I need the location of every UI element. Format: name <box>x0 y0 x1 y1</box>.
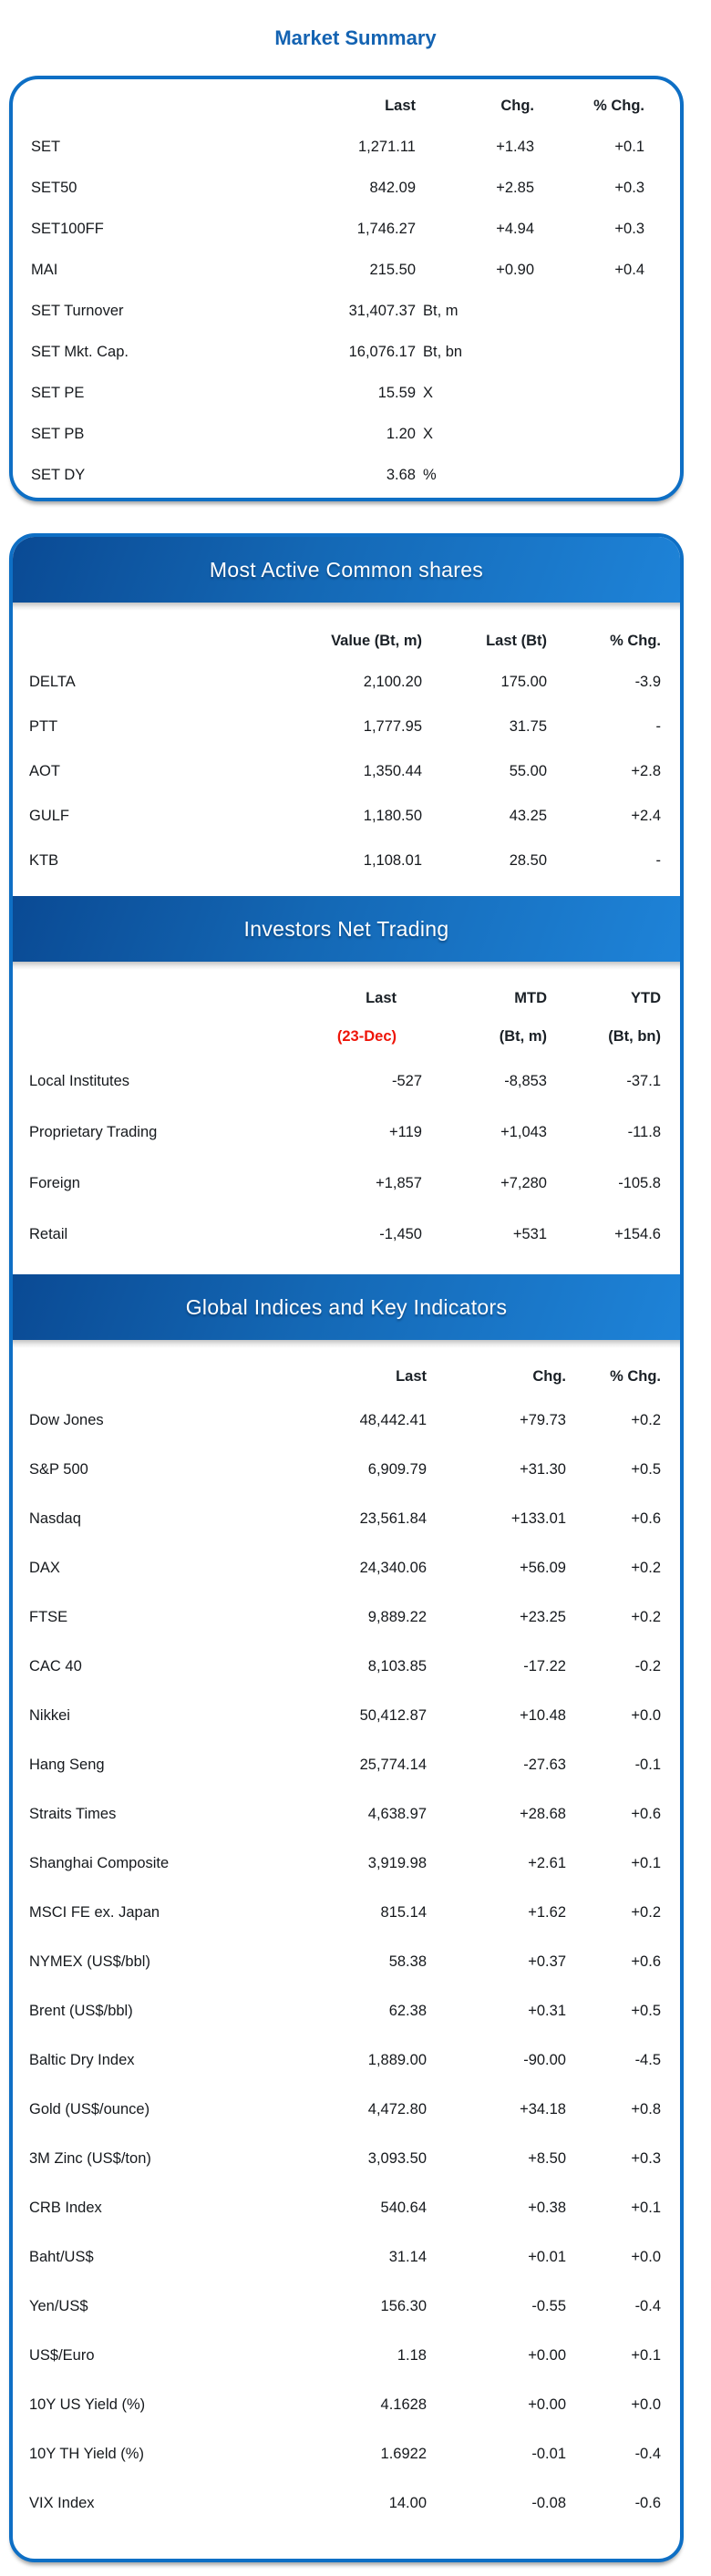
row-value: 215.50 <box>369 262 416 278</box>
row-value: +0.2 <box>631 1608 661 1625</box>
row-unit: Bt, m <box>423 303 459 319</box>
row-value: -0.4 <box>634 2445 661 2462</box>
row-value: +0.2 <box>631 1559 661 1576</box>
global-index-row <box>13 2035 680 2085</box>
global-index-row <box>13 1937 680 1986</box>
row-value: -0.2 <box>634 1657 661 1674</box>
row-value: 8,103.85 <box>367 1657 427 1674</box>
row-value: +0.00 <box>528 2396 566 2413</box>
global-index-row <box>13 2380 680 2429</box>
set-summary-row <box>13 373 680 414</box>
row-value: +0.1 <box>631 2346 661 2364</box>
row-value: -0.1 <box>634 1756 661 1773</box>
row-label: US$/Euro <box>29 2346 95 2364</box>
row-value: 14.00 <box>388 2494 427 2511</box>
row-label: Brent (US$/bbl) <box>29 2002 133 2019</box>
row-value: 4,638.97 <box>367 1805 427 1822</box>
row-value: 1.6922 <box>380 2445 427 2462</box>
row-value: -0.01 <box>531 2445 566 2462</box>
investors-section <box>13 970 680 1274</box>
row-value: +0.0 <box>631 2248 661 2265</box>
row-value: +0.6 <box>631 1510 661 1527</box>
row-label: Nasdaq <box>29 1510 81 1527</box>
row-value: 1,108.01 <box>363 852 422 869</box>
global-index-row <box>13 1494 680 1543</box>
section-title: Most Active Common shares <box>209 557 484 582</box>
row-value: +0.5 <box>631 1460 661 1478</box>
row-value: +79.73 <box>520 1411 566 1428</box>
column-subheader-ytd-unit: (Bt, bn) <box>608 1027 661 1045</box>
set-summary-card <box>9 76 684 501</box>
column-header-last: Last <box>366 989 397 1006</box>
row-value: +7,280 <box>500 1174 547 1191</box>
row-value: -11.8 <box>627 1123 661 1140</box>
row-value: 1,180.50 <box>363 808 422 824</box>
global-index-row <box>13 1986 680 2035</box>
row-unit: X <box>423 385 434 401</box>
row-label: SET DY <box>31 467 86 483</box>
row-value: 1,889.00 <box>367 2051 427 2068</box>
set-summary-table <box>13 127 680 496</box>
row-value: 16,076.17 <box>348 344 416 360</box>
row-value: +34.18 <box>520 2100 566 2117</box>
row-value: +133.01 <box>510 1510 566 1527</box>
row-value: +0.1 <box>614 139 644 155</box>
global-index-row <box>13 2085 680 2134</box>
row-value: 58.38 <box>388 1953 427 1970</box>
row-value: +0.6 <box>631 1805 661 1822</box>
section-header-global-indices <box>13 1274 680 1340</box>
global-index-row <box>13 1789 680 1839</box>
most-active-section <box>13 611 680 896</box>
investors-subheader-row <box>13 1017 680 1056</box>
row-value: 1,777.95 <box>363 718 422 735</box>
row-value: 6,909.79 <box>367 1460 427 1478</box>
row-label: SET PE <box>31 385 85 401</box>
global-index-row <box>13 1396 680 1445</box>
investors-row <box>13 1209 680 1260</box>
column-header-value: Value (Bt, m) <box>331 632 422 649</box>
row-value: +56.09 <box>520 1559 566 1576</box>
row-value: -0.6 <box>634 2494 661 2511</box>
row-label: SET Turnover <box>31 303 124 319</box>
row-label: GULF <box>29 808 70 824</box>
row-label: FTSE <box>29 1608 68 1625</box>
row-value: +23.25 <box>520 1608 566 1625</box>
row-label: Baltic Dry Index <box>29 2051 135 2068</box>
row-value: +0.2 <box>631 1903 661 1921</box>
row-value: +0.3 <box>614 221 644 237</box>
row-value: 31.75 <box>509 718 547 735</box>
row-label: S&P 500 <box>29 1460 88 1478</box>
row-value: 25,774.14 <box>359 1756 427 1773</box>
column-header-pct-chg: % Chg. <box>593 97 644 114</box>
row-label: SET PB <box>31 426 85 442</box>
row-label: Local Institutes <box>29 1072 130 1089</box>
global-indices-header-row <box>13 1357 680 1396</box>
row-value: -4.5 <box>634 2051 661 2068</box>
row-value: +0.3 <box>614 180 644 196</box>
row-unit: X <box>423 426 434 442</box>
set-summary-row <box>13 414 680 455</box>
set-summary-row <box>13 332 680 373</box>
row-value: -90.00 <box>523 2051 566 2068</box>
row-value: 815.14 <box>380 1903 427 1921</box>
row-value: - <box>655 852 661 869</box>
row-label: Foreign <box>29 1174 80 1191</box>
row-label: CRB Index <box>29 2199 102 2216</box>
row-label: MAI <box>31 262 58 278</box>
row-value: +0.37 <box>528 1953 566 1970</box>
row-label: SET <box>31 139 61 155</box>
row-value: -27.63 <box>523 1756 566 1773</box>
investors-header-row <box>13 979 680 1017</box>
row-label: 3M Zinc (US$/ton) <box>29 2149 151 2167</box>
row-label: DAX <box>29 1559 60 1576</box>
row-value: 48,442.41 <box>359 1411 427 1428</box>
row-value: 62.38 <box>388 2002 427 2019</box>
row-value: +0.0 <box>631 2396 661 2413</box>
row-value: -17.22 <box>523 1657 566 1674</box>
row-value: +1.43 <box>496 139 534 155</box>
row-label: MSCI FE ex. Japan <box>29 1903 160 1921</box>
row-value: -527 <box>391 1072 422 1089</box>
column-header-last: Last <box>396 1367 427 1385</box>
row-value: 175.00 <box>500 674 547 690</box>
investors-row <box>13 1107 680 1158</box>
row-label: Hang Seng <box>29 1756 105 1773</box>
row-value: 2,100.20 <box>363 674 422 690</box>
row-value: +0.38 <box>528 2199 566 2216</box>
row-value: +31.30 <box>520 1460 566 1478</box>
column-header-mtd: MTD <box>514 989 547 1006</box>
row-value: -0.08 <box>531 2494 566 2511</box>
row-value: +0.1 <box>631 1854 661 1871</box>
row-label: Straits Times <box>29 1805 117 1822</box>
global-index-row <box>13 1445 680 1494</box>
row-value: 31,407.37 <box>348 303 416 319</box>
header-shadow <box>13 1340 680 1348</box>
row-label: Dow Jones <box>29 1411 104 1428</box>
global-index-row <box>13 1592 680 1642</box>
global-index-row <box>13 2232 680 2282</box>
global-index-row <box>13 1740 680 1789</box>
row-value: +0.5 <box>631 2002 661 2019</box>
row-value: 1.18 <box>397 2346 427 2364</box>
global-index-row <box>13 2282 680 2331</box>
column-header-chg: Chg. <box>500 97 534 114</box>
row-value: +2.8 <box>631 763 661 779</box>
row-value: 1,271.11 <box>357 139 416 155</box>
row-value: 24,340.06 <box>359 1559 427 1576</box>
header-shadow <box>13 603 680 611</box>
global-index-row <box>13 1642 680 1691</box>
row-label: Yen/US$ <box>29 2297 88 2314</box>
row-value: +0.6 <box>631 1953 661 1970</box>
set-summary-row <box>13 209 680 250</box>
market-detail-card <box>9 533 684 2562</box>
row-value: -1,450 <box>379 1225 422 1242</box>
global-index-row <box>13 1543 680 1592</box>
column-header-pct-chg: % Chg. <box>610 632 661 649</box>
row-value: +0.01 <box>528 2248 566 2265</box>
row-value: -0.4 <box>634 2297 661 2314</box>
row-value: +2.85 <box>496 180 534 196</box>
row-value: +8.50 <box>528 2149 566 2167</box>
section-header-most-active <box>13 537 680 603</box>
row-value: +0.8 <box>631 2100 661 2117</box>
row-unit: Bt, bn <box>423 344 463 360</box>
page-title: Market Summary <box>274 26 437 49</box>
set-summary-header-row <box>13 85 680 127</box>
row-value: 3,919.98 <box>367 1854 427 1871</box>
row-value: +10.48 <box>520 1706 566 1724</box>
section-title: Global Indices and Key Indicators <box>185 1294 508 1319</box>
global-index-row <box>13 1691 680 1740</box>
global-index-row <box>13 2429 680 2478</box>
row-value: 31.14 <box>388 2248 427 2265</box>
row-value: +154.6 <box>614 1225 661 1242</box>
most-active-row <box>13 749 680 794</box>
set-summary-row <box>13 168 680 209</box>
row-label: SET100FF <box>31 221 104 237</box>
row-value: +1,043 <box>500 1123 547 1140</box>
row-value: +119 <box>389 1123 422 1140</box>
row-value: 4,472.80 <box>367 2100 427 2117</box>
row-value: -105.8 <box>618 1174 661 1191</box>
set-summary-row <box>13 455 680 496</box>
row-label: DELTA <box>29 674 76 690</box>
row-value: +2.61 <box>528 1854 566 1871</box>
row-value: 1,746.27 <box>356 221 416 237</box>
row-value: +531 <box>512 1225 547 1242</box>
row-value: 43.25 <box>509 808 547 824</box>
row-value: +0.00 <box>528 2346 566 2364</box>
section-header-investors <box>13 896 680 962</box>
global-index-row <box>13 2331 680 2380</box>
row-label: Proprietary Trading <box>29 1123 158 1140</box>
most-active-table <box>13 660 680 883</box>
row-label: 10Y US Yield (%) <box>29 2396 146 2413</box>
global-indices-section <box>13 1348 680 2559</box>
investors-table <box>13 1056 680 1260</box>
row-value: 55.00 <box>509 763 547 779</box>
header-shadow <box>13 962 680 970</box>
column-subheader-date: (23-Dec) <box>336 1027 397 1045</box>
row-unit: % <box>423 467 437 483</box>
global-indices-table <box>13 1396 680 2528</box>
row-label: KTB <box>29 852 59 869</box>
column-header-ytd: YTD <box>631 989 661 1006</box>
row-label: PTT <box>29 718 58 735</box>
row-value: 23,561.84 <box>359 1510 427 1527</box>
global-index-row <box>13 1839 680 1888</box>
row-value: +28.68 <box>520 1805 566 1822</box>
column-header-last: Last <box>385 97 416 114</box>
column-header-pct-chg: % Chg. <box>610 1367 661 1385</box>
row-value: +0.0 <box>631 1706 661 1724</box>
row-value: 28.50 <box>509 852 547 869</box>
row-value: 9,889.22 <box>367 1608 427 1625</box>
set-summary-row <box>13 250 680 291</box>
row-label: Shanghai Composite <box>29 1854 170 1871</box>
most-active-header-row <box>13 622 680 660</box>
row-value: +0.3 <box>631 2149 661 2167</box>
most-active-row <box>13 705 680 749</box>
row-value: +0.2 <box>631 1411 661 1428</box>
row-value: -8,853 <box>504 1072 547 1089</box>
row-value: 50,412.87 <box>359 1706 427 1724</box>
row-value: 156.30 <box>380 2297 427 2314</box>
row-label: SET50 <box>31 180 77 196</box>
row-label: Baht/US$ <box>29 2248 94 2265</box>
column-header-chg: Chg. <box>532 1367 566 1385</box>
row-value: +0.1 <box>631 2199 661 2216</box>
row-label: CAC 40 <box>29 1657 82 1674</box>
row-value: 4.1628 <box>380 2396 427 2413</box>
section-title: Investors Net Trading <box>243 916 449 941</box>
row-value: 1,350.44 <box>363 763 422 779</box>
most-active-row <box>13 794 680 839</box>
row-value: -0.55 <box>531 2297 566 2314</box>
row-value: +0.90 <box>496 262 534 278</box>
row-value: +0.31 <box>528 2002 566 2019</box>
row-value: +2.4 <box>631 808 661 824</box>
row-label: Gold (US$/ounce) <box>29 2100 150 2117</box>
column-header-last: Last (Bt) <box>486 632 547 649</box>
row-value: 3.68 <box>386 467 416 483</box>
global-index-row <box>13 2478 680 2528</box>
row-label: NYMEX (US$/bbl) <box>29 1953 150 1970</box>
most-active-row <box>13 839 680 883</box>
most-active-row <box>13 660 680 705</box>
row-value: 15.59 <box>377 385 416 401</box>
row-label: SET Mkt. Cap. <box>31 344 129 360</box>
set-summary-row <box>13 291 680 332</box>
row-label: 10Y TH Yield (%) <box>29 2445 144 2462</box>
investors-row <box>13 1056 680 1107</box>
column-subheader-mtd-unit: (Bt, m) <box>499 1027 547 1045</box>
row-label: VIX Index <box>29 2494 95 2511</box>
row-value: 842.09 <box>369 180 416 196</box>
row-value: +1.62 <box>528 1903 566 1921</box>
row-value: 3,093.50 <box>367 2149 427 2167</box>
investors-row <box>13 1158 680 1209</box>
row-value: 1.20 <box>386 426 416 442</box>
row-value: -3.9 <box>634 674 661 690</box>
row-value: 540.64 <box>380 2199 427 2216</box>
global-index-row <box>13 2183 680 2232</box>
row-value: -37.1 <box>626 1072 661 1089</box>
set-summary-row <box>13 127 680 168</box>
row-value: +4.94 <box>496 221 534 237</box>
row-label: AOT <box>29 763 60 779</box>
row-value: +1,857 <box>376 1174 422 1191</box>
global-index-row <box>13 2134 680 2183</box>
row-label: Retail <box>29 1225 68 1242</box>
global-index-row <box>13 1888 680 1937</box>
row-label: Nikkei <box>29 1706 70 1724</box>
row-value: +0.4 <box>614 262 644 278</box>
row-value: - <box>655 718 661 735</box>
